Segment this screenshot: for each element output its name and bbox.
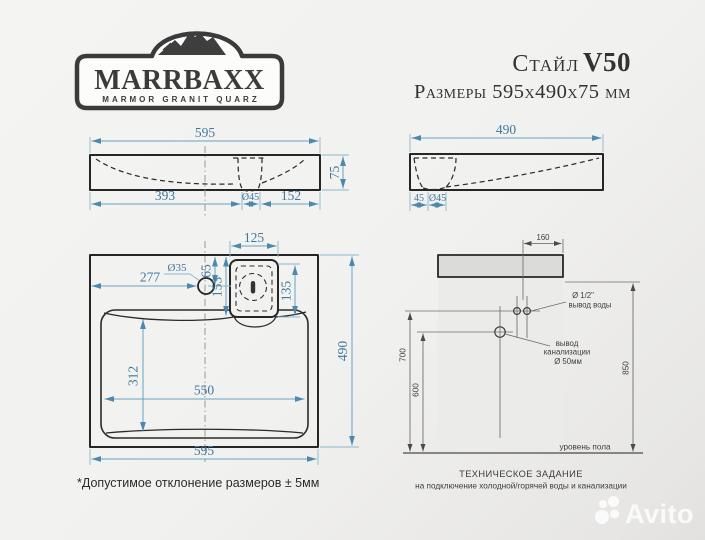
brand-name: MARRBAXX (94, 65, 265, 96)
front-view-basin-profile (96, 158, 306, 191)
water-dia-label: Ø 1/2" (572, 291, 594, 300)
brand-logo (77, 32, 282, 108)
side-view-basin-profile (414, 158, 599, 190)
front-right-dim-label: 152 (280, 188, 302, 203)
model-code: V50 (583, 47, 631, 77)
tolerance-footnote: *Допустимое отклонение размеров ± 5мм (77, 476, 320, 490)
drain-box-width-label: 125 (243, 230, 265, 245)
height-water-label: 700 (398, 348, 408, 362)
front-width-label: 595 (194, 125, 216, 140)
top-to-drain-label: 153 (209, 276, 225, 298)
wall-band (438, 278, 563, 453)
offset-water-label: 160 (536, 233, 550, 242)
avito-dots-icon (595, 496, 619, 524)
faucet-dia-label: Ø35 (167, 262, 187, 274)
front-view (90, 125, 349, 216)
side-depth-label: 490 (495, 122, 517, 137)
front-left-dim-label: 393 (154, 188, 176, 203)
installation-view (399, 233, 644, 491)
side-wall-dim-label: 45 (414, 193, 424, 204)
front-drain-dia-label: Ø45 (241, 192, 260, 203)
top-view (90, 230, 359, 465)
height-sink-label: 850 (621, 361, 631, 375)
front-view-dimension-lines (92, 141, 344, 204)
floor-level-label: уровень пола (559, 442, 611, 452)
total-width-label: 595 (193, 443, 215, 458)
drain-slot-icon (251, 281, 255, 294)
sink-profile (438, 255, 563, 277)
sewer-dia-label: Ø 50мм (554, 357, 582, 366)
sewer-label-1: вывод (555, 339, 579, 348)
drain-box-height-label: 135 (278, 280, 294, 302)
model-line (414, 47, 631, 78)
side-drain-dia-label: Ø45 (428, 193, 447, 204)
height-sewer-label: 600 (411, 383, 421, 397)
brand-subtitle: MARMOR GRANIT QUARZ (102, 95, 260, 104)
avito-logo (592, 492, 700, 530)
edge-to-faucet-label: 277 (139, 269, 161, 285)
top-to-faucet-label: 65 (198, 264, 214, 278)
basin-width-label: 550 (193, 382, 215, 398)
avito-watermark (592, 492, 700, 535)
tech-title: ТЕХНИЧЕСКОЕ ЗАДАНИЕ (459, 469, 583, 479)
water-outlet-label: вывод воды (568, 300, 612, 310)
avito-wordmark: Avito (625, 499, 694, 529)
size-line: Размеры 595х490х75 мм (413, 81, 631, 103)
basin-depth-label: 312 (125, 365, 141, 387)
side-view-outline (410, 154, 603, 190)
drain-box (230, 260, 278, 317)
tech-subtitle: на подключение холодной/горячей воды и канализации (415, 481, 627, 491)
sewer-label-2: канализации (543, 347, 591, 357)
total-depth-label: 490 (335, 340, 350, 362)
product-title-block (414, 47, 631, 104)
side-view (410, 122, 603, 211)
front-height-label: 75 (327, 165, 342, 180)
model-name: Стайл (512, 51, 579, 77)
